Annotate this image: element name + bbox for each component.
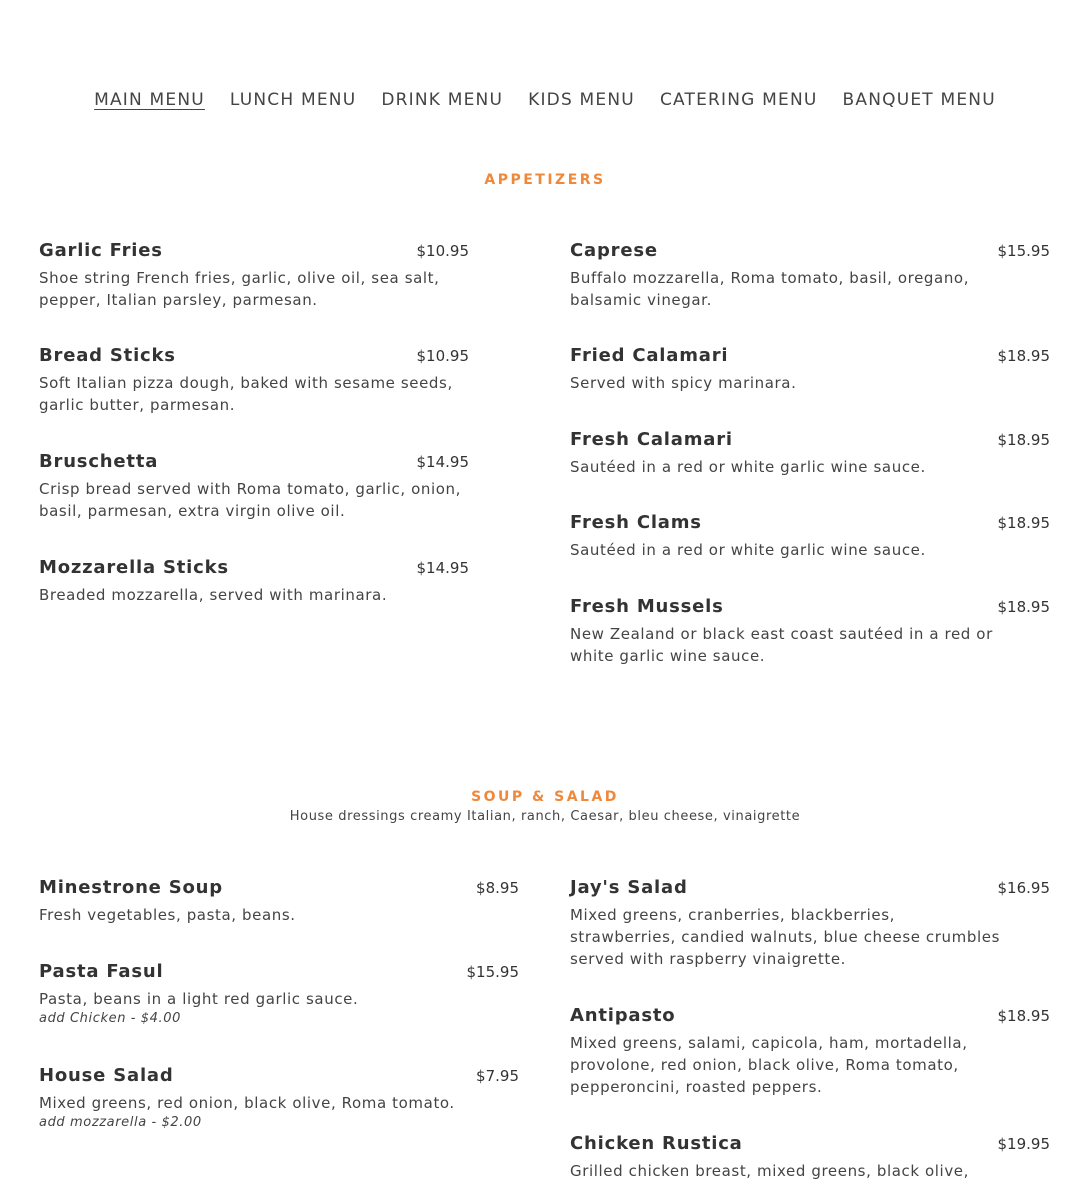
item-description: New Zealand or black east coast sautéed in a red or white garlic wine sauce. [570, 625, 993, 665]
item-description: Breaded mozzarella, served with marinara. [39, 586, 388, 604]
menu-item [570, 1005, 1050, 1098]
item-description: Mixed greens, red onion, black olive, Roma tomato. [39, 1094, 455, 1112]
menu-item [570, 877, 1050, 970]
item-description: Shoe string French fries, garlic, olive oil, sea salt, pepper, Italian parsley, parmesan. [39, 269, 440, 309]
tab-banquet-menu[interactable]: BANQUET MENU [842, 90, 996, 110]
item-description: Mixed greens, cranberries, blackberries, strawberries, candied walnuts, blue cheese crumbles served with raspberry vinaigrette. [570, 906, 1000, 968]
item-name: Fresh Calamari [570, 429, 733, 450]
item-price: $10.95 [416, 242, 469, 260]
menu-item [39, 557, 469, 606]
item-price: $14.95 [416, 453, 469, 471]
item-name: Antipasto [570, 1005, 676, 1026]
item-description: Grilled chicken breast, mixed greens, black olive, [570, 1162, 970, 1180]
tab-catering-menu[interactable]: CATERING MENU [659, 90, 818, 110]
item-description: Soft Italian pizza dough, baked with sesame seeds, garlic butter, parmesan. [39, 374, 453, 414]
item-name: Chicken Rustica [570, 1133, 743, 1154]
item-price: $19.95 [997, 1135, 1050, 1153]
item-name: Mozzarella Sticks [39, 557, 229, 578]
item-price: $18.95 [997, 347, 1050, 365]
item-name: Minestrone Soup [39, 877, 223, 898]
menu-item [570, 345, 1050, 394]
appetizers-heading: APPETIZERS [484, 172, 606, 188]
menu-item [39, 240, 469, 311]
item-name: Pasta Fasul [39, 961, 164, 982]
item-addon: add Chicken - $4.00 [39, 1011, 182, 1026]
item-name: House Salad [39, 1065, 174, 1086]
menu-item [570, 1133, 1050, 1182]
menu-item [570, 596, 1050, 667]
item-price: $15.95 [997, 242, 1050, 260]
item-description: Sautéed in a red or white garlic wine sauce. [570, 458, 926, 476]
item-price: $14.95 [416, 559, 469, 577]
menu-item [39, 877, 519, 926]
menu-item [39, 451, 469, 522]
item-name: Bruschetta [39, 451, 159, 472]
menu-item [570, 512, 1050, 561]
item-name: Fresh Mussels [570, 596, 724, 617]
item-price: $8.95 [476, 879, 519, 897]
menu-item [570, 240, 1050, 311]
item-price: $18.95 [997, 598, 1050, 616]
item-name: Fried Calamari [570, 345, 729, 366]
item-description: Served with spicy marinara. [570, 374, 797, 392]
menu-nav [0, 90, 1090, 110]
item-description: Buffalo mozzarella, Roma tomato, basil, oregano, balsamic vinegar. [570, 269, 970, 309]
item-price: $18.95 [997, 1007, 1050, 1025]
item-description: Sautéed in a red or white garlic wine sauce. [570, 541, 926, 559]
menu-item [570, 429, 1050, 478]
item-price: $16.95 [997, 879, 1050, 897]
item-description: Pasta, beans in a light red garlic sauce. [39, 990, 359, 1008]
item-name: Bread Sticks [39, 345, 176, 366]
menu-item [39, 961, 519, 1026]
soup-salad-heading: SOUP & SALAD [471, 789, 619, 805]
item-name: Garlic Fries [39, 240, 163, 261]
tab-main-menu[interactable]: MAIN MENU [94, 90, 205, 110]
item-price: $18.95 [997, 431, 1050, 449]
item-description: Crisp bread served with Roma tomato, garlic, onion, basil, parmesan, extra virgin olive oil. [39, 480, 462, 520]
tab-drink-menu[interactable]: DRINK MENU [381, 90, 504, 110]
tab-lunch-menu[interactable]: LUNCH MENU [229, 90, 357, 110]
item-addon: add mozzarella - $2.00 [39, 1115, 202, 1130]
soup-salad-subtitle: House dressings creamy Italian, ranch, Caesar, bleu cheese, vinaigrette [289, 809, 801, 824]
item-name: Jay's Salad [570, 877, 688, 898]
item-description: Fresh vegetables, pasta, beans. [39, 906, 296, 924]
menu-item [39, 1065, 519, 1130]
item-price: $15.95 [466, 963, 519, 981]
item-price: $7.95 [476, 1067, 519, 1085]
item-price: $10.95 [416, 347, 469, 365]
item-name: Caprese [570, 240, 658, 261]
item-name: Fresh Clams [570, 512, 702, 533]
tab-kids-menu[interactable]: KIDS MENU [528, 90, 635, 110]
item-description: Mixed greens, salami, capicola, ham, mortadella, provolone, red onion, black olive, Roma tomato, pepperoncini, roasted peppers. [570, 1034, 968, 1096]
menu-item [39, 345, 469, 416]
item-price: $18.95 [997, 514, 1050, 532]
